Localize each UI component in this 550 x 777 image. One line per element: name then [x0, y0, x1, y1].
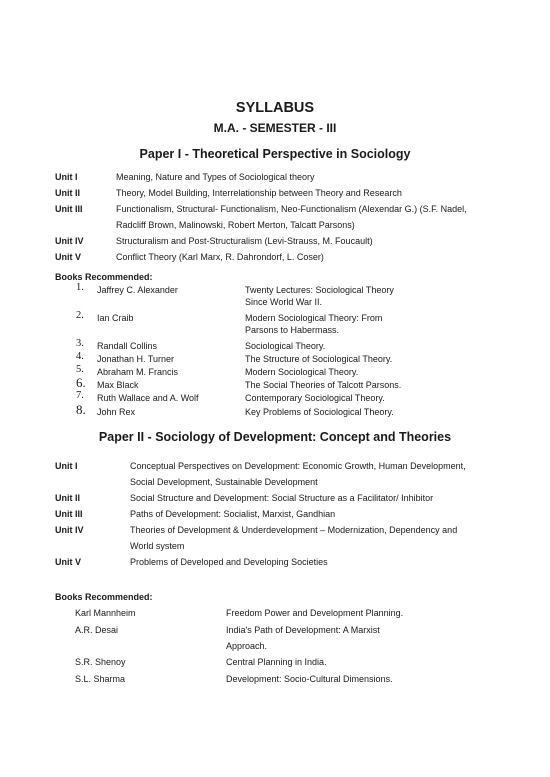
unit-text: Conceptual Perspectives on Development: Economic Growth, Human Development, — [130, 461, 466, 471]
books-heading: Books Recommended: — [55, 272, 153, 282]
unit-text: Meaning, Nature and Types of Sociological theory — [116, 172, 315, 182]
book-title: Approach. — [226, 641, 268, 651]
unit-text: Theories of Development & Underdevelopment – Modernization, Dependency and — [130, 525, 458, 535]
book-title: The Social Theories of Talcott Parsons. — [245, 380, 402, 390]
book-title: Modern Sociological Theory. — [245, 367, 359, 377]
book-author: Ian Craib — [97, 313, 134, 323]
unit-text: Conflict Theory (Karl Marx, R. Dahrondorf, L. Coser) — [116, 252, 324, 262]
unit-label: Unit III — [55, 509, 83, 519]
book-author: Ruth Wallace and A. Wolf — [97, 393, 199, 403]
unit-label: Unit II — [55, 493, 80, 503]
book-number: 2. — [76, 310, 84, 321]
unit-text: Functionalism, Structural- Functionalism, Neo-Functionalism (Alexendar G.) (S.F. Nadel, — [116, 204, 467, 214]
book-title: Modern Sociological Theory: From — [245, 313, 383, 323]
book-title: The Structure of Sociological Theory. — [245, 354, 393, 364]
unit-label: Unit V — [55, 557, 81, 567]
paper2-title: Paper II - Sociology of Development: Concept and Theories — [98, 430, 452, 444]
unit-text: Social Development, Sustainable Development — [130, 477, 318, 487]
book-number: 7. — [76, 390, 84, 401]
book-author: Karl Mannheim — [75, 608, 136, 618]
book-number: 1. — [76, 282, 84, 293]
unit-text: Social Structure and Development: Social Structure as a Facilitator/ Inhibitor — [130, 493, 434, 503]
book-title: Contemporary Sociological Theory. — [245, 393, 385, 403]
book-author: John Rex — [97, 407, 136, 417]
book-author: Jonathan H. Turner — [97, 354, 175, 364]
unit-label: Unit V — [55, 252, 81, 262]
book-author: Max Black — [97, 380, 139, 390]
unit-text: World system — [130, 541, 185, 551]
unit-text: Structuralism and Post-Structuralism (Levi-Strauss, M. Foucault) — [116, 236, 373, 246]
book-title: Parsons to Habermass. — [245, 325, 340, 335]
book-number: 3. — [76, 338, 84, 349]
book-title: Central Planning in India. — [226, 657, 327, 667]
book-author: A.R. Desai — [75, 625, 119, 635]
paper1-title: Paper I - Theoretical Perspective in Sociology — [139, 147, 411, 161]
book-number: 5. — [76, 364, 84, 375]
book-author: Randall Collins — [97, 341, 158, 351]
page-subtitle: M.A. - SEMESTER - III — [213, 121, 337, 135]
unit-label: Unit III — [55, 204, 83, 214]
unit-text: Problems of Developed and Developing Societies — [130, 557, 328, 567]
book-author: Abraham M. Francis — [97, 367, 179, 377]
unit-text: Radcliff Brown, Malinowski, Robert Merton, Talcatt Parsons) — [116, 220, 355, 230]
unit-label: Unit IV — [55, 236, 84, 246]
book-title: Since World War II. — [245, 297, 323, 307]
unit-label: Unit I — [55, 172, 78, 182]
book-author: S.L. Sharma — [75, 674, 126, 684]
book-title: Twenty Lectures: Sociological Theory — [245, 285, 394, 295]
book-number: 8. — [76, 402, 86, 417]
unit-label: Unit II — [55, 188, 80, 198]
book-title: Freedom Power and Development Planning. — [226, 608, 404, 618]
book-author: S.R. Shenoy — [75, 657, 126, 667]
book-title: Sociological Theory. — [245, 341, 326, 351]
book-title: Key Problems of Sociological Theory. — [245, 407, 394, 417]
page-title: SYLLABUS — [235, 100, 315, 116]
book-author: Jaffrey C. Alexander — [97, 285, 178, 295]
book-title: India's Path of Development: A Marxist — [226, 625, 380, 635]
unit-label: Unit I — [55, 461, 78, 471]
book-number: 4. — [76, 351, 84, 362]
book-number: 6. — [76, 375, 86, 390]
unit-label: Unit IV — [55, 525, 84, 535]
book-title: Development: Socio-Cultural Dimensions. — [226, 674, 393, 684]
unit-text: Paths of Development: Socialist, Marxist, Gandhian — [130, 509, 336, 519]
unit-text: Theory, Model Building, Interrelationship between Theory and Research — [116, 188, 402, 198]
books-heading: Books Recommended: — [55, 592, 153, 602]
